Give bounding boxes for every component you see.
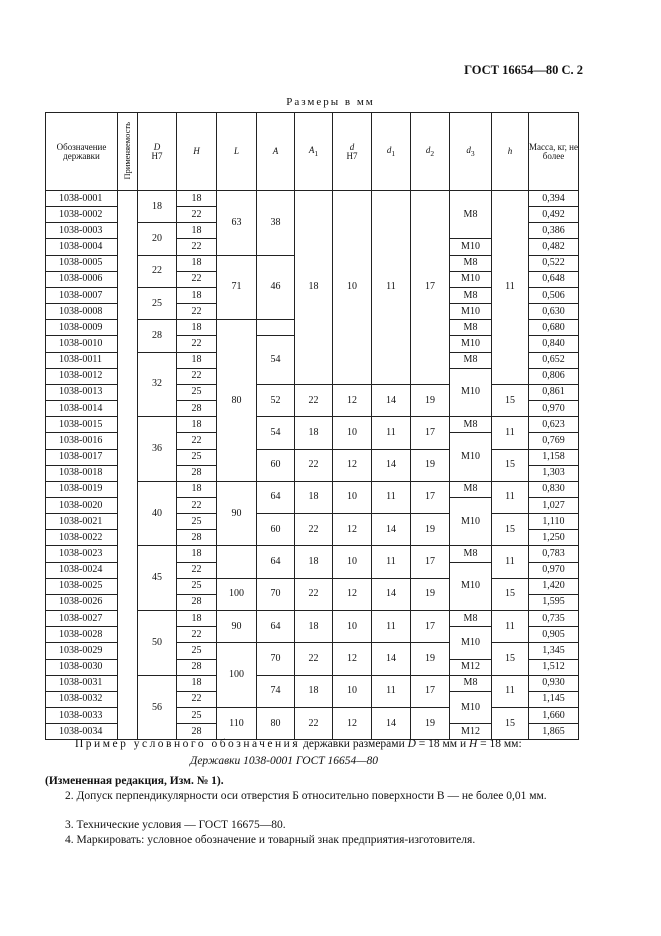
col-D-tol: H7 xyxy=(151,150,163,161)
cell-oboz: 1038-0021 xyxy=(46,514,118,530)
change-note: (Измененная редакция, Изм. № 1). xyxy=(45,775,224,787)
cell-d2: 17 xyxy=(411,417,450,449)
cell-H: 18 xyxy=(177,255,217,271)
col-A-label: A xyxy=(272,146,279,156)
cell-oboz: 1038-0010 xyxy=(46,336,118,352)
cell-oboz: 1038-0015 xyxy=(46,417,118,433)
col-D xyxy=(138,113,177,191)
cell-d1: 14 xyxy=(372,384,411,416)
cell-A: 38 xyxy=(257,191,295,256)
cell-d1: 11 xyxy=(372,417,411,449)
cell-d: 12 xyxy=(333,578,372,610)
cell-d2: 17 xyxy=(411,675,450,707)
cell-d1: 14 xyxy=(372,578,411,610)
col-designation: Обозначение державки xyxy=(46,113,118,191)
cell-h: 15 xyxy=(492,643,529,675)
cell-A1: 22 xyxy=(295,449,333,481)
cell-D: 50 xyxy=(138,611,177,676)
col-d2-label: d xyxy=(425,144,431,155)
col-d-label: d xyxy=(349,141,355,152)
cell-oboz: 1038-0031 xyxy=(46,675,118,691)
cell-A: 70 xyxy=(257,578,295,610)
cell-d3: M8 xyxy=(450,546,492,562)
cell-H: 25 xyxy=(177,708,217,724)
cell-H: 18 xyxy=(177,320,217,336)
cell-d3: M8 xyxy=(450,675,492,691)
cell-D: 18 xyxy=(138,191,177,223)
cell-A: 64 xyxy=(257,481,295,513)
cell-mass: 0,623 xyxy=(529,417,579,433)
cell-d: 10 xyxy=(333,546,372,578)
cell-d3: M10 xyxy=(450,239,492,255)
col-A xyxy=(257,113,295,191)
cell-A1: 22 xyxy=(295,514,333,546)
cell-mass: 1,345 xyxy=(529,643,579,659)
cell-d2: 17 xyxy=(411,546,450,578)
cell-H: 25 xyxy=(177,384,217,400)
cell-H: 18 xyxy=(177,191,217,207)
cell-d2: 19 xyxy=(411,578,450,610)
cell-H: 22 xyxy=(177,336,217,352)
cell-d1: 14 xyxy=(372,449,411,481)
cell-H: 28 xyxy=(177,594,217,610)
cell-oboz: 1038-0016 xyxy=(46,433,118,449)
cell-A: 80 xyxy=(257,708,295,740)
cell-A1: 22 xyxy=(295,643,333,675)
cell-H: 28 xyxy=(177,465,217,481)
cell-d2: 19 xyxy=(411,514,450,546)
cell-oboz: 1038-0032 xyxy=(46,691,118,707)
cell-A: 60 xyxy=(257,514,295,546)
cell-oboz: 1038-0003 xyxy=(46,223,118,239)
cell-A1: 22 xyxy=(295,708,333,740)
cell-D: 45 xyxy=(138,546,177,611)
cell-mass: 0,652 xyxy=(529,352,579,368)
example-line xyxy=(75,737,595,751)
cell-mass: 1,110 xyxy=(529,514,579,530)
col-d3 xyxy=(450,113,492,191)
cell-oboz: 1038-0013 xyxy=(46,384,118,400)
cell-H: 22 xyxy=(177,304,217,320)
cell-oboz: 1038-0025 xyxy=(46,578,118,594)
cell-oboz: 1038-0011 xyxy=(46,352,118,368)
cell-h: 11 xyxy=(492,191,529,385)
cell-app xyxy=(118,191,138,740)
col-h xyxy=(492,113,529,191)
cell-H: 18 xyxy=(177,352,217,368)
cell-d2: 17 xyxy=(411,191,450,385)
cell-A1: 22 xyxy=(295,578,333,610)
col-applicability-label: Применяемость xyxy=(122,121,133,180)
cell-D: 25 xyxy=(138,287,177,319)
example-eq-H: = 18 мм: xyxy=(477,738,522,750)
cell-A: 70 xyxy=(257,643,295,675)
cell-d1: 14 xyxy=(372,643,411,675)
cell-A1: 18 xyxy=(295,611,333,643)
cell-A: 64 xyxy=(257,546,295,578)
cell-oboz: 1038-0028 xyxy=(46,627,118,643)
cell-oboz: 1038-0027 xyxy=(46,611,118,627)
cell-oboz: 1038-0002 xyxy=(46,207,118,223)
cell-H: 22 xyxy=(177,239,217,255)
cell-mass: 0,735 xyxy=(529,611,579,627)
cell-d3: M10 xyxy=(450,497,492,545)
cell-H: 25 xyxy=(177,449,217,465)
cell-H: 28 xyxy=(177,401,217,417)
col-L-label: L xyxy=(233,146,239,156)
cell-mass: 1,027 xyxy=(529,497,579,513)
cell-d1: 11 xyxy=(372,611,411,643)
cell-A: 60 xyxy=(257,449,295,481)
cell-H: 22 xyxy=(177,562,217,578)
col-d1 xyxy=(372,113,411,191)
cell-mass: 0,970 xyxy=(529,562,579,578)
note-4: 4. Маркировать: условное обозначение и товарный знак предприятия-изготовителя. xyxy=(65,834,476,846)
cell-d3: M12 xyxy=(450,724,492,740)
cell-d1: 11 xyxy=(372,191,411,385)
cell-oboz: 1038-0001 xyxy=(46,191,118,207)
cell-H: 28 xyxy=(177,659,217,675)
cell-H: 22 xyxy=(177,497,217,513)
cell-d3: M12 xyxy=(450,659,492,675)
cell-L: 63 xyxy=(217,191,257,256)
cell-d: 10 xyxy=(333,417,372,449)
cell-d: 10 xyxy=(333,191,372,385)
col-D-label: D xyxy=(153,141,161,152)
cell-oboz: 1038-0017 xyxy=(46,449,118,465)
cell-mass: 0,482 xyxy=(529,239,579,255)
col-d2-sub: 2 xyxy=(430,148,435,158)
cell-oboz: 1038-0009 xyxy=(46,320,118,336)
cell-oboz: 1038-0020 xyxy=(46,497,118,513)
example-intro: Пример условного обозначения xyxy=(75,738,301,750)
cell-mass: 0,970 xyxy=(529,401,579,417)
cell-H: 28 xyxy=(177,530,217,546)
cell-H: 22 xyxy=(177,271,217,287)
cell-h: 11 xyxy=(492,481,529,513)
cell-d3: M8 xyxy=(450,191,492,239)
page-header: ГОСТ 16654—80 С. 2 xyxy=(464,63,583,77)
cell-h: 11 xyxy=(492,611,529,643)
col-applicability xyxy=(118,113,138,191)
cell-mass: 1,303 xyxy=(529,465,579,481)
cell-D: 56 xyxy=(138,675,177,740)
cell-d: 10 xyxy=(333,611,372,643)
cell-oboz: 1038-0008 xyxy=(46,304,118,320)
example-var-D: D xyxy=(407,738,416,750)
cell-L: 100 xyxy=(217,578,257,610)
cell-mass: 1,158 xyxy=(529,449,579,465)
example-eq-D: = 18 мм и xyxy=(415,738,469,750)
cell-d2: 17 xyxy=(411,481,450,513)
cell-L: 90 xyxy=(217,481,257,546)
cell-mass: 0,630 xyxy=(529,304,579,320)
cell-mass: 0,905 xyxy=(529,627,579,643)
cell-d2: 19 xyxy=(411,708,450,740)
cell-oboz: 1038-0018 xyxy=(46,465,118,481)
cell-mass: 0,506 xyxy=(529,287,579,303)
cell-d: 12 xyxy=(333,514,372,546)
col-d-tol: H7 xyxy=(346,150,358,161)
cell-mass: 1,660 xyxy=(529,708,579,724)
col-H xyxy=(177,113,217,191)
cell-D: 40 xyxy=(138,481,177,546)
cell-A1: 18 xyxy=(295,191,333,385)
cell-d3: M8 xyxy=(450,255,492,271)
cell-A: 52 xyxy=(257,384,295,416)
cell-mass: 0,394 xyxy=(529,191,579,207)
cell-oboz: 1038-0033 xyxy=(46,708,118,724)
cell-oboz: 1038-0006 xyxy=(46,271,118,287)
table-body xyxy=(46,191,579,740)
col-d2 xyxy=(411,113,450,191)
cell-d3: M10 xyxy=(450,691,492,723)
cell-mass: 1,420 xyxy=(529,578,579,594)
col-A1-label: A xyxy=(308,144,315,155)
cell-mass: 1,865 xyxy=(529,724,579,740)
cell-mass: 0,769 xyxy=(529,433,579,449)
cell-A: 54 xyxy=(257,417,295,449)
cell-oboz: 1038-0026 xyxy=(46,594,118,610)
cell-h: 15 xyxy=(492,449,529,481)
cell-A: 54 xyxy=(257,336,295,384)
cell-A: 64 xyxy=(257,611,295,643)
cell-h: 11 xyxy=(492,546,529,578)
note-2: 2. Допуск перпендикулярности оси отверстия Б относительно поверхности В — не более 0,01 мм. xyxy=(65,790,547,802)
cell-d3: M8 xyxy=(450,352,492,368)
cell-L xyxy=(217,546,257,578)
cell-L: 71 xyxy=(217,255,257,320)
cell-L: 90 xyxy=(217,611,257,643)
cell-A xyxy=(257,320,295,336)
cell-H: 22 xyxy=(177,627,217,643)
cell-H: 22 xyxy=(177,368,217,384)
note-3: 3. Технические условия — ГОСТ 16675—80. xyxy=(65,819,286,831)
cell-H: 18 xyxy=(177,611,217,627)
cell-oboz: 1038-0030 xyxy=(46,659,118,675)
cell-oboz: 1038-0014 xyxy=(46,401,118,417)
cell-d3: M10 xyxy=(450,336,492,352)
cell-d3: M10 xyxy=(450,433,492,481)
col-h-label: h xyxy=(507,146,513,156)
cell-mass: 0,930 xyxy=(529,675,579,691)
cell-A1: 18 xyxy=(295,546,333,578)
cell-d: 12 xyxy=(333,449,372,481)
cell-mass: 0,522 xyxy=(529,255,579,271)
cell-d2: 19 xyxy=(411,643,450,675)
cell-D: 28 xyxy=(138,320,177,352)
cell-d3: M8 xyxy=(450,287,492,303)
cell-H: 25 xyxy=(177,514,217,530)
cell-A1: 22 xyxy=(295,384,333,416)
table-caption: Размеры в мм xyxy=(286,96,375,108)
cell-d2: 19 xyxy=(411,449,450,481)
cell-d3: M10 xyxy=(450,562,492,610)
cell-A1: 18 xyxy=(295,481,333,513)
cell-H: 18 xyxy=(177,287,217,303)
cell-oboz: 1038-0023 xyxy=(46,546,118,562)
cell-d: 10 xyxy=(333,481,372,513)
cell-d3: M10 xyxy=(450,368,492,416)
cell-mass: 0,830 xyxy=(529,481,579,497)
col-H-label: H xyxy=(193,146,200,156)
cell-h: 15 xyxy=(492,514,529,546)
dimensions-table xyxy=(45,112,579,740)
cell-A1: 18 xyxy=(295,675,333,707)
col-A1 xyxy=(295,113,333,191)
cell-H: 22 xyxy=(177,433,217,449)
cell-A1: 18 xyxy=(295,417,333,449)
cell-d3: M8 xyxy=(450,611,492,627)
cell-L: 100 xyxy=(217,643,257,708)
cell-D: 32 xyxy=(138,352,177,417)
cell-D: 20 xyxy=(138,223,177,255)
cell-H: 18 xyxy=(177,481,217,497)
cell-oboz: 1038-0005 xyxy=(46,255,118,271)
cell-d: 12 xyxy=(333,643,372,675)
col-d xyxy=(333,113,372,191)
cell-mass: 0,648 xyxy=(529,271,579,287)
col-L xyxy=(217,113,257,191)
cell-H: 18 xyxy=(177,675,217,691)
example-designation: Державки 1038-0001 ГОСТ 16654—80 xyxy=(190,755,378,767)
col-d3-sub: 3 xyxy=(470,148,475,158)
cell-D: 22 xyxy=(138,255,177,287)
cell-mass: 0,806 xyxy=(529,368,579,384)
col-d1-label: d xyxy=(386,144,392,155)
cell-A: 74 xyxy=(257,675,295,707)
cell-mass: 1,512 xyxy=(529,659,579,675)
cell-H: 25 xyxy=(177,578,217,594)
cell-d2: 17 xyxy=(411,611,450,643)
cell-mass: 0,783 xyxy=(529,546,579,562)
example-rest-a: державки размерами xyxy=(300,738,408,750)
col-mass: Масса, кг, не более xyxy=(529,113,579,191)
cell-d2: 19 xyxy=(411,384,450,416)
cell-h: 15 xyxy=(492,578,529,610)
cell-oboz: 1038-0019 xyxy=(46,481,118,497)
cell-h: 15 xyxy=(492,708,529,740)
cell-mass: 0,492 xyxy=(529,207,579,223)
cell-mass: 0,680 xyxy=(529,320,579,336)
cell-H: 22 xyxy=(177,207,217,223)
cell-d3: M10 xyxy=(450,271,492,287)
cell-H: 18 xyxy=(177,223,217,239)
col-d1-sub: 1 xyxy=(391,148,396,158)
cell-mass: 0,840 xyxy=(529,336,579,352)
cell-mass: 1,595 xyxy=(529,594,579,610)
col-d3-label: d xyxy=(466,144,471,155)
cell-d: 10 xyxy=(333,675,372,707)
cell-H: 25 xyxy=(177,643,217,659)
cell-L: 110 xyxy=(217,708,257,740)
cell-d: 12 xyxy=(333,384,372,416)
cell-D: 36 xyxy=(138,417,177,482)
cell-h: 11 xyxy=(492,417,529,449)
cell-oboz: 1038-0024 xyxy=(46,562,118,578)
cell-h: 11 xyxy=(492,675,529,707)
cell-d3: M8 xyxy=(450,417,492,433)
cell-A: 46 xyxy=(257,255,295,320)
col-A1-sub: 1 xyxy=(314,148,319,158)
cell-H: 28 xyxy=(177,724,217,740)
cell-oboz: 1038-0029 xyxy=(46,643,118,659)
cell-d1: 11 xyxy=(372,675,411,707)
cell-d3: M8 xyxy=(450,481,492,497)
cell-d3: M10 xyxy=(450,304,492,320)
cell-H: 18 xyxy=(177,417,217,433)
cell-oboz: 1038-0034 xyxy=(46,724,118,740)
cell-oboz: 1038-0022 xyxy=(46,530,118,546)
cell-L: 80 xyxy=(217,320,257,482)
cell-H: 18 xyxy=(177,546,217,562)
cell-oboz: 1038-0004 xyxy=(46,239,118,255)
cell-d1: 11 xyxy=(372,481,411,513)
cell-d3: M8 xyxy=(450,320,492,336)
cell-d1: 14 xyxy=(372,514,411,546)
cell-d1: 11 xyxy=(372,546,411,578)
cell-d3: M10 xyxy=(450,627,492,659)
table-row xyxy=(46,191,579,207)
cell-H: 22 xyxy=(177,691,217,707)
cell-mass: 0,861 xyxy=(529,384,579,400)
example-var-H: H xyxy=(468,738,478,750)
cell-oboz: 1038-0012 xyxy=(46,368,118,384)
cell-d1: 14 xyxy=(372,708,411,740)
cell-d: 12 xyxy=(333,708,372,740)
cell-mass: 1,145 xyxy=(529,691,579,707)
cell-h: 15 xyxy=(492,384,529,416)
cell-mass: 0,386 xyxy=(529,223,579,239)
cell-mass: 1,250 xyxy=(529,530,579,546)
cell-oboz: 1038-0007 xyxy=(46,287,118,303)
